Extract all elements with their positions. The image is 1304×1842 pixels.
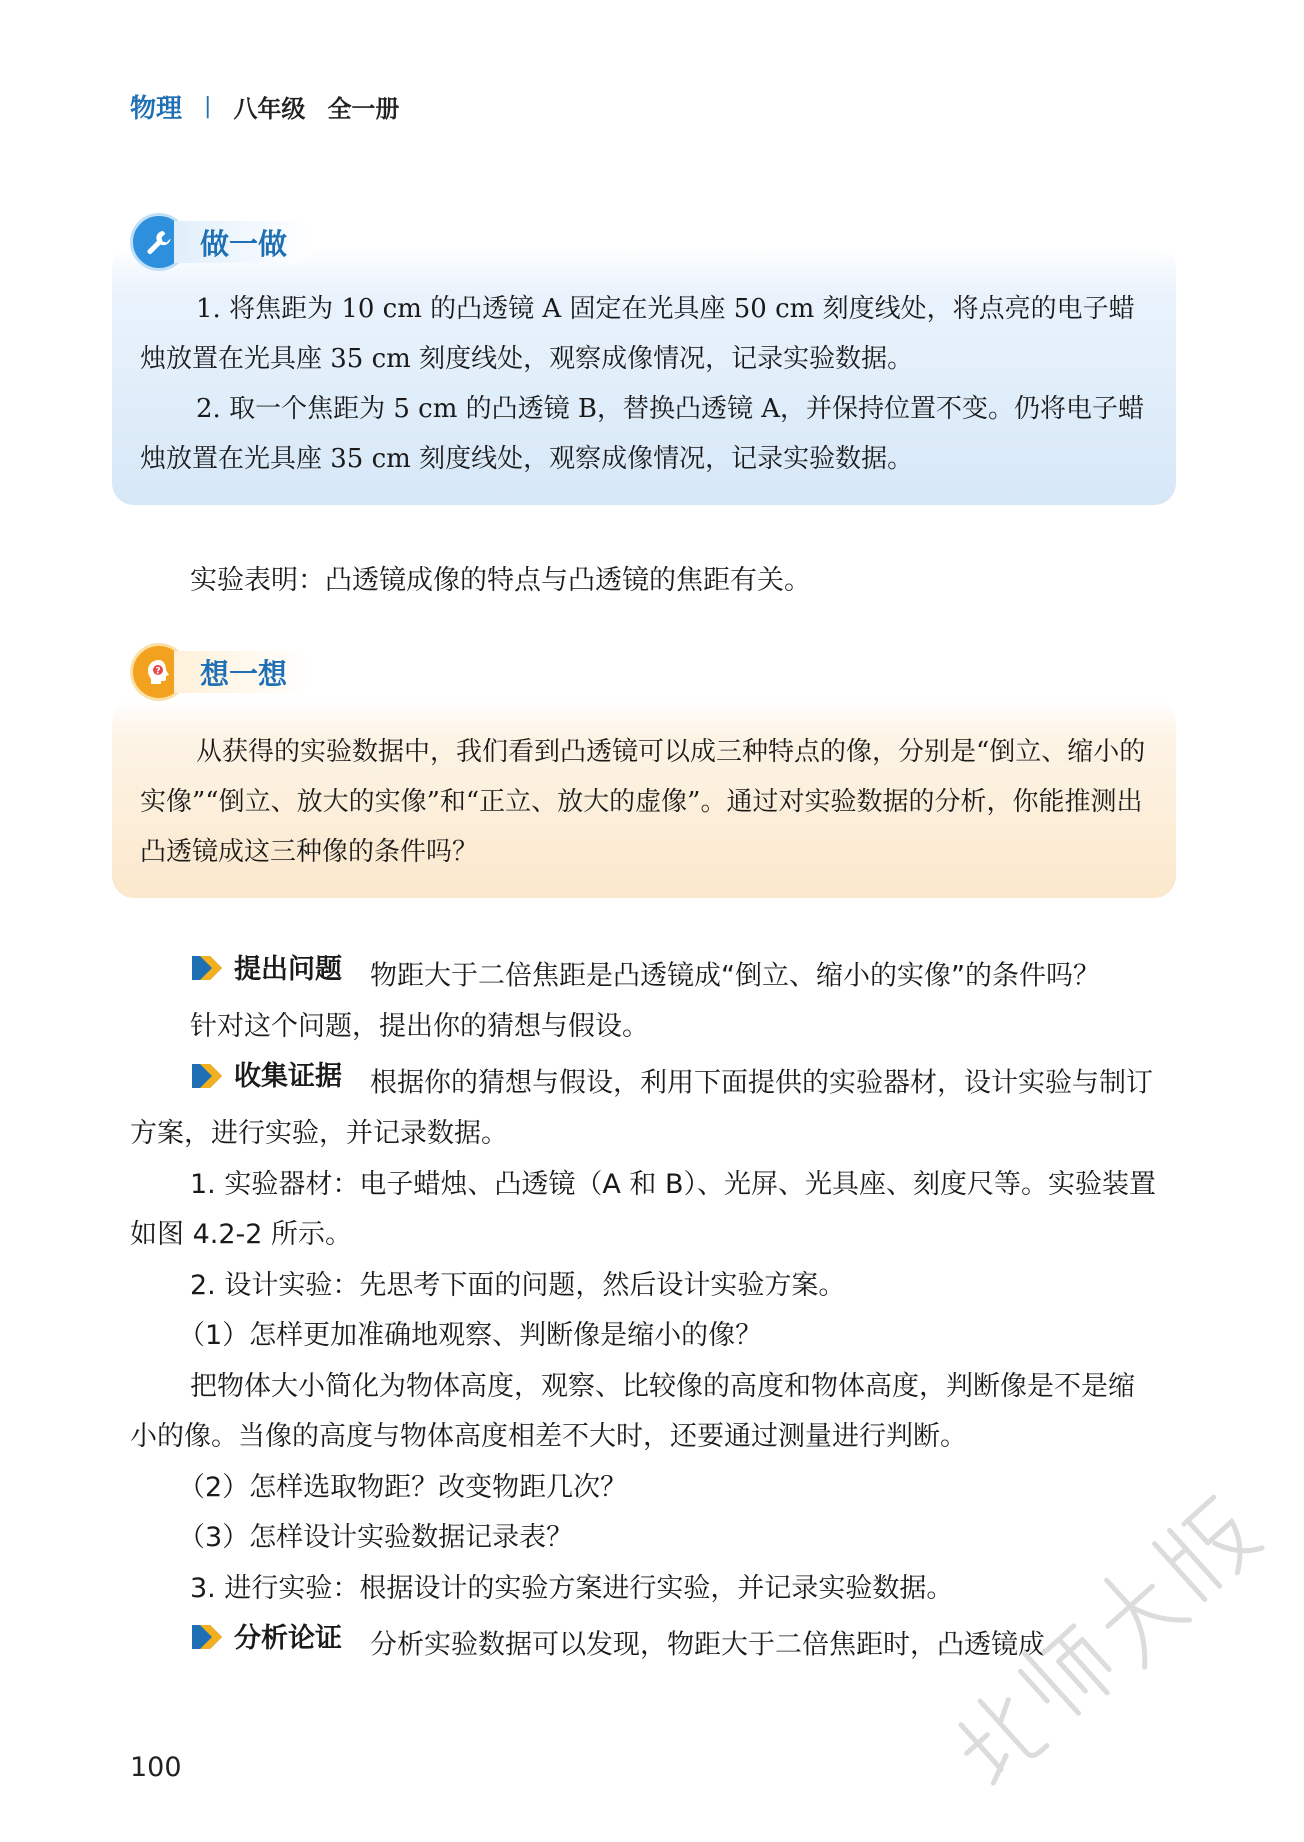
- arrow-tag-icon: [190, 1062, 224, 1090]
- step-analysis-tag: [190, 1614, 342, 1665]
- step-ask-question-tag: [190, 945, 342, 996]
- arrow-tag-icon: [190, 954, 224, 982]
- volume-label: 全一册: [327, 95, 400, 123]
- header-separator: |: [204, 94, 212, 119]
- step-collect-evidence: [130, 1052, 1160, 1159]
- think-activity-text: [140, 727, 1146, 877]
- hypothesis-paragraph: 针对这个问题，提出你的猜想与假设。: [190, 1010, 649, 1042]
- think-activity-title: 想一想: [174, 651, 313, 693]
- step-collect-evidence-label: 收集证据: [234, 1061, 342, 1093]
- equipment-paragraph: 1. 实验器材：电子蜡烛、凸透镜（A 和 B）、光屏、光具座、刻度尺等。实验装置如图 4.2-2 所示。: [130, 1168, 1156, 1250]
- question-3: （3）怎样设计实验数据记录表？: [178, 1522, 574, 1553]
- do-step-2: 2. 取一个焦距为 5 cm 的凸透镜 B，替换凸透镜 A，并保持位置不变。仍将电子蜡烛放置在光具座 35 cm 刻度线处，观察成像情况，记录实验数据。: [140, 394, 1145, 474]
- think-activity-badge: [130, 646, 313, 698]
- conduct-paragraph: 3. 进行实验：根据设计的实验方案进行实验，并记录实验数据。: [190, 1572, 954, 1604]
- question-1-answer: 把物体大小简化为物体高度，观察、比较像的高度和物体高度，判断像是不是缩小的像。当像的高度与物体高度相差不大时，还要通过测量进行判断。: [130, 1370, 1135, 1452]
- question-2: （2）怎样选取物距？改变物距几次？: [178, 1471, 628, 1503]
- step-ask-question: [130, 945, 1160, 1002]
- do-activity-text: [140, 284, 1146, 484]
- page-header: [130, 88, 399, 125]
- question-1: （1）怎样更加准确地观察、判断像是缩小的像？: [178, 1320, 763, 1351]
- arrow-tag-icon: [190, 1623, 224, 1651]
- step-analysis-label: 分析论证: [234, 1623, 342, 1654]
- publisher-watermark: [900, 1440, 1300, 1840]
- step-collect-evidence-text: 根据你的猜想与假设，利用下面提供的实验器材，设计实验与制订方案，进行实验，并记录数据。: [130, 1067, 1153, 1149]
- step-ask-question-label: 提出问题: [234, 954, 342, 985]
- do-activity-title: 做一做: [174, 221, 313, 263]
- grade-label: 八年级: [233, 95, 306, 123]
- think-paragraph: 从获得的实验数据中，我们看到凸透镜可以成三种特点的像，分别是“倒立、缩小的实像”“倒立、放大的实像”和“正立、放大的虚像”。通过对实验数据的分析，你能推测出凸透镜成这三种像的条件吗？: [140, 737, 1146, 867]
- conclusion-text: 实验表明：凸透镜成像的特点与凸透镜的焦距有关。: [190, 565, 811, 596]
- experiment-conclusion: [130, 556, 1160, 607]
- subject-title: 物理: [130, 94, 183, 124]
- step-collect-evidence-tag: [190, 1052, 342, 1103]
- do-step-1: 1. 将焦距为 10 cm 的凸透镜 A 固定在光具座 50 cm 刻度线处，将点亮的电子蜡烛放置在光具座 35 cm 刻度线处，观察成像情况，记录实验数据。: [140, 294, 1135, 374]
- design-paragraph: 2. 设计实验：先思考下面的问题，然后设计实验方案。: [190, 1269, 846, 1301]
- svg-text:?: ?: [155, 666, 161, 677]
- step-ask-question-text: 物距大于二倍焦距是凸透镜成“倒立、缩小的实像”的条件吗？: [370, 960, 1100, 992]
- do-activity-badge: [130, 216, 313, 268]
- page-number: 100: [130, 1752, 182, 1783]
- step-analysis-text: 分析实验数据可以发现，物距大于二倍焦距时，凸透镜成: [370, 1629, 1045, 1661]
